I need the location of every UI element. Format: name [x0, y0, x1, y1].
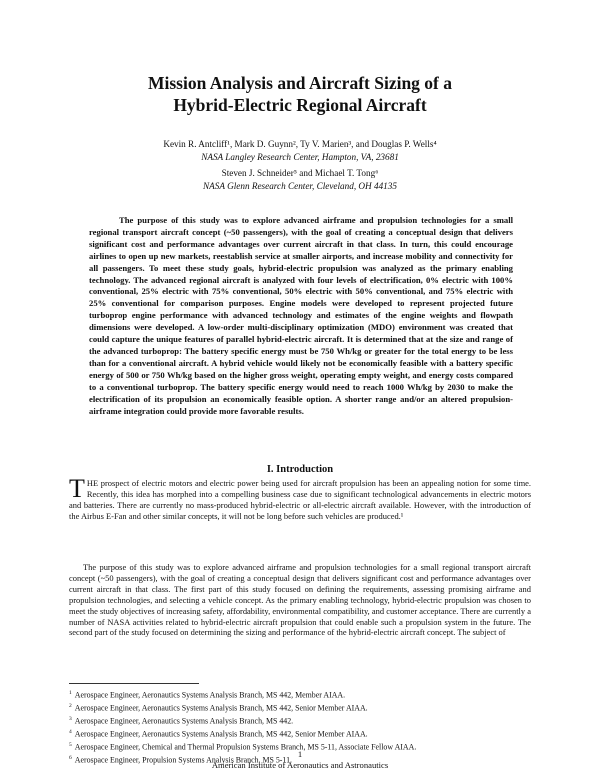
intro-paragraph-2: The purpose of this study was to explore advanced airframe and propulsion technologies for a small regional transport aircraft concept (~50 passengers), with the goal of creating a conceptual design that delivers significant cost and performance advantages over current aircraft in that class. The first part of this study focused on defining the requirements, assessing promising airframe and propulsion technologies, and selecting a vehicle concept. As the primary enabling technology, hybrid-electric propulsion was chosen to meet the study objectives of increasing safety, affordability, environmental compatibility, and customer acceptance. There are currently a number of NASA activities related to hybrid-electric aircraft propulsion that could enable such a propulsion system in the future. The second part of the study focused on determining the sizing and performance of the hybrid-electric aircraft concept. The subject of	[69, 562, 531, 638]
footnote-text: Aerospace Engineer, Aeronautics Systems Analysis Branch, MS 442, Senior Member AIAA.	[74, 729, 368, 739]
abstract: The purpose of this study was to explore advanced airframe and propulsion technologies for a small regional transport aircraft concept (~50 passengers), with the goal of creating a conceptual design that delivers significant cost and performance advantages over current aircraft in that class. In turn, this could encourage airlines to open up new markets, reestablish service at smaller airports, and increase mobility and connectivity for all passengers. To meet these study goals, hybrid-electric propulsion was analyzed as the primary enabling technology. The advanced regional aircraft is analyzed with four levels of electrification, 0% electric with 100% conventional, 25% electric with 75% conventional, 50% electric with 50% conventional, and 75% electric with 25% conventional for comparison purposes. Engine models were developed to represent projected future turboprop engine performance with advanced technology and estimates of the engine weights and flowpath dimensions were developed. A low-order multi-disciplinary optimization (MDO) environment was created that could capture the unique features of parallel hybrid-electric aircraft. It is determined that at the size and range of the advanced turboprop: The battery specific energy must be 750 Wh/kg or greater for the total energy to be less than for a conventional aircraft. A hybrid vehicle would likely not be economically feasible with a battery specific energy of 500 or 750 Wh/kg based on the higher gross weight, operating empty weight, and energy costs compared to a conventional turboprop. The battery specific energy would need to reach 1000 Wh/kg by 2030 to make the electrification of its propulsion an economically feasible option. A shorter range and/or an altered propulsion-airframe integration could provide more favorable results.	[89, 215, 513, 416]
footnote-mark: 6	[69, 754, 72, 761]
footnote-text: Aerospace Engineer, Propulsion Systems Analysis Branch, MS 5-11.	[74, 755, 292, 765]
section-heading-introduction: I. Introduction	[266, 464, 334, 475]
footnote-item	[69, 688, 539, 701]
footnote-item	[69, 727, 539, 740]
footnote-mark: 5	[69, 741, 72, 748]
footnote-mark: 1	[69, 690, 72, 696]
footnote-item	[69, 714, 539, 727]
author-block-glenn	[40, 167, 560, 193]
footnote-text: Aerospace Engineer, Aeronautics Systems Analysis Branch, MS 442, Senior Member AIAA.	[74, 703, 368, 713]
author-names: Steven J. Schneider⁵ and Michael T. Tong⁶	[221, 168, 379, 178]
footnote-text: Aerospace Engineer, Aeronautics Systems Analysis Branch, MS 442.	[74, 716, 294, 726]
author-block-langley	[40, 138, 560, 164]
footnote-mark: 3	[69, 715, 72, 722]
drop-cap: T	[69, 474, 85, 503]
footnote-item	[69, 701, 539, 714]
footnote-text: Aerospace Engineer, Aeronautics Systems Analysis Branch, MS 442, Member AIAA.	[74, 690, 346, 700]
page-number: 1	[297, 749, 303, 759]
title-line-1: Mission Analysis and Aircraft Sizing of a	[147, 73, 453, 93]
author-affiliation: NASA Langley Research Center, Hampton, VA, 23681	[201, 152, 399, 162]
footnote-divider	[69, 683, 199, 684]
footnote-mark: 4	[69, 728, 72, 735]
intro-paragraph-1	[69, 474, 531, 522]
footnote-mark: 2	[69, 702, 72, 709]
intro-paragraph-1-text: HE prospect of electric motors and electric power being used for aircraft propulsion has been an appealing notion for some time. Recently, this idea has morphed into a compelling business case due to significant technological advancements in electric motors and batteries. There are currently no mass-produced hybrid-electric or all-electric aircraft available. However, with the introduction of the Airbus E-Fan and other similar concepts, it will not be long before such vehicles are produced.¹	[69, 478, 531, 521]
author-names: Kevin R. Antcliff¹, Mark D. Guynn², Ty V. Marien³, and Douglas P. Wells⁴	[163, 139, 437, 149]
footnote-text: Aerospace Engineer, Chemical and Thermal Propulsion Systems Branch, MS 5-11, Associate Fellow AIAA.	[74, 742, 417, 752]
title-line-2: Hybrid-Electric Regional Aircraft	[173, 95, 427, 115]
publisher-footer: American Institute of Aeronautics and Astronautics	[211, 760, 389, 770]
paper-title	[60, 72, 540, 116]
author-affiliation: NASA Glenn Research Center, Cleveland, OH 44135	[203, 181, 397, 191]
